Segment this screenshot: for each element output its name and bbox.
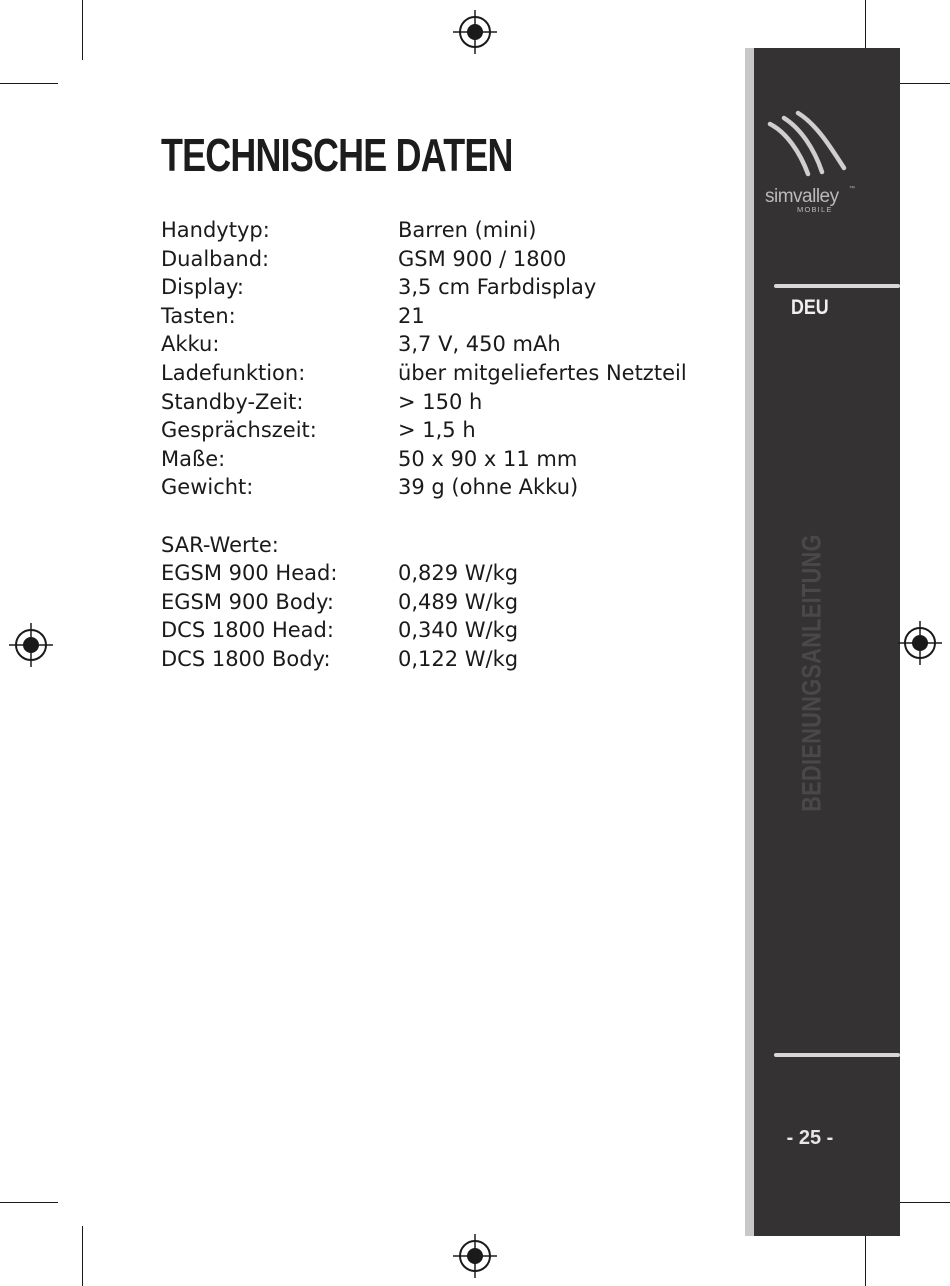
sar-row (161, 588, 687, 617)
sar-label: DCS 1800 Head: (161, 618, 334, 643)
spec-row (161, 445, 687, 474)
spec-label: Gesprächszeit: (161, 418, 317, 443)
crop-mark (82, 1226, 83, 1286)
spec-list (161, 216, 687, 674)
registration-mark-icon (7, 621, 55, 669)
spec-row (161, 388, 687, 417)
registration-mark-icon (451, 8, 499, 56)
sar-row (161, 559, 687, 588)
spec-row (161, 473, 687, 502)
sar-value: 0,122 W/kg (398, 646, 519, 671)
spec-value: GSM 900 / 1800 (398, 246, 567, 271)
sar-label: EGSM 900 Body: (161, 589, 334, 614)
spec-label: Handytyp: (161, 218, 270, 242)
crop-mark (0, 83, 58, 84)
claw-logo-icon (764, 108, 856, 188)
spec-value: über mitgeliefertes Netzteil (398, 360, 687, 385)
section-title-vertical (797, 499, 828, 846)
sar-heading (161, 531, 687, 560)
brand-name: simvalley (765, 186, 839, 207)
brand-subtitle: MOBILE (797, 205, 833, 214)
spec-label: Dualband: (161, 246, 270, 271)
spec-label: Akku: (161, 332, 220, 357)
registration-mark-icon (896, 619, 944, 667)
sar-row (161, 645, 687, 674)
spec-row (161, 330, 687, 359)
language-tab: DEU (791, 296, 829, 319)
spec-row (161, 245, 687, 274)
spec-row (161, 302, 687, 331)
section-title-text: BEDIENUNGSANLEITUNG (796, 534, 827, 812)
spec-row (161, 416, 687, 445)
sidebar-shadow (745, 48, 754, 1236)
page-number: - 25 - (786, 1127, 834, 1149)
spec-row (161, 273, 687, 302)
spec-label: Gewicht: (161, 475, 254, 500)
spec-row (161, 216, 687, 245)
brand-trademark: ™ (849, 186, 855, 192)
spacer (161, 502, 687, 531)
spec-value: 39 g (ohne Akku) (398, 475, 579, 500)
spec-value: Barren (mini) (398, 218, 537, 242)
page-title: TECHNISCHE DATEN (161, 129, 513, 181)
spec-value: 3,7 V, 450 mAh (398, 332, 561, 357)
spec-value: > 150 h (398, 389, 483, 414)
spec-label: Standby-Zeit: (161, 389, 304, 414)
sar-label: EGSM 900 Head: (161, 561, 338, 586)
sar-row (161, 616, 687, 645)
spec-label: Display: (161, 275, 244, 300)
sar-value: 0,340 W/kg (398, 618, 519, 643)
sar-value: 0,829 W/kg (398, 561, 519, 586)
crop-mark (0, 1202, 58, 1203)
crop-mark (82, 0, 83, 60)
spec-value: 21 (398, 303, 425, 328)
sar-heading-text: SAR-Werte: (161, 532, 279, 557)
sar-value: 0,489 W/kg (398, 589, 519, 614)
spec-value: 3,5 cm Farbdisplay (398, 275, 597, 300)
spec-label: Maße: (161, 446, 226, 471)
sidebar-divider (774, 284, 900, 288)
sidebar-divider (774, 1053, 900, 1057)
spec-value: > 1,5 h (398, 418, 476, 443)
registration-mark-icon (451, 1232, 499, 1280)
spec-label: Ladefunktion: (161, 360, 306, 385)
sar-label: DCS 1800 Body: (161, 646, 331, 671)
spec-value: 50 x 90 x 11 mm (398, 446, 578, 471)
spec-row (161, 359, 687, 388)
spec-label: Tasten: (161, 303, 236, 328)
